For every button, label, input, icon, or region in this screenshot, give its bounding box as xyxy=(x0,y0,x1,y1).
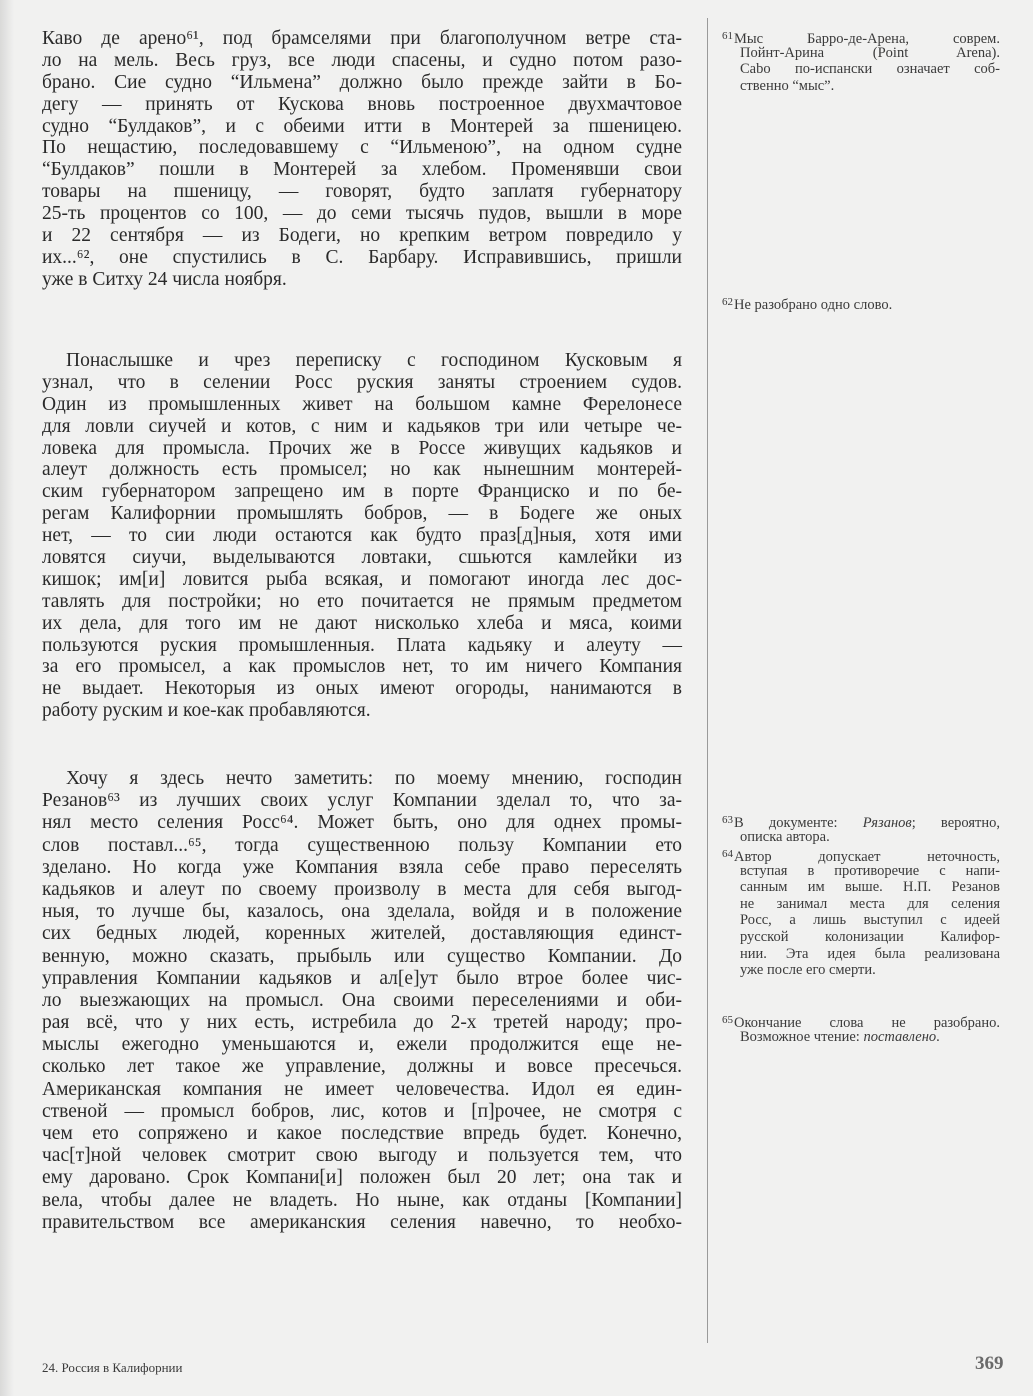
footnote-line: описка автора. xyxy=(740,828,830,845)
text-line: рая всё, что у них есть, истребила до 2-х третей народу; про- xyxy=(42,1012,682,1034)
footnote-number: 63 xyxy=(722,814,733,826)
footnote-number: 65 xyxy=(722,1014,733,1026)
text-line: регам Калифорнии промышлять бобров, — в Бодеге же оных xyxy=(42,503,682,525)
footnote-line: ственно “мыс”. xyxy=(740,77,835,94)
paragraph-3 xyxy=(42,768,682,1234)
footnote-line: не занимал места для селения xyxy=(740,895,1000,912)
text-line: их...⁶², оне спустились в С. Барбару. Исправившись, пришли xyxy=(42,246,682,268)
text-line: Резанов⁶³ из лучших своих услуг Компании зделал то, что за- xyxy=(42,790,682,812)
text-line: алеут должность есть промысел; но как нынешним монтерей- xyxy=(42,459,682,481)
column-divider xyxy=(707,18,708,1343)
footnote-61 xyxy=(722,28,1000,94)
text-line: Каво де арено⁶¹, под брамселями при благополучном ветре ста- xyxy=(42,28,682,49)
text-line: ственой — промысл бобров, лис, котов и [п]рочее, не смотря с xyxy=(42,1100,682,1122)
page-gutter-shadow xyxy=(0,0,14,1396)
footnote-line: Пойнт-Арина (Point Arena). xyxy=(740,44,1000,61)
text-line: час[т]ной человек смотрит свою выгоду и пользуется тем, что xyxy=(42,1145,682,1167)
footnote-line: вступая в противоречие с напи- xyxy=(740,862,1000,879)
text-line: ловятся сиучи, выделываются ловтаки, сшьются камлейки из xyxy=(42,547,682,569)
text-line: Понаслышке и чрез переписку с господином Кусковым я xyxy=(66,350,682,371)
page-number: 369 xyxy=(975,1353,1004,1374)
text-line: их дела, для того им не дают нисколько хлеба и мяса, коими xyxy=(42,612,682,634)
text-line: судно “Булдаков”, и с обеими итти в Монтерей за пшеницею. xyxy=(42,115,682,137)
text-line: ему даровано. Срок Компани[и] положен был 20 лет; она так и xyxy=(42,1167,682,1189)
footnote-line xyxy=(722,812,1000,829)
footnote-text: Мыс Барро-де-Арена, соврем. xyxy=(734,31,1000,47)
footnote-line: русской колонизации Калифор- xyxy=(740,928,1000,945)
footnote-text: ; вероятно, xyxy=(911,815,1000,831)
footnote-italic-text: поставлено xyxy=(863,1028,937,1045)
footnote-line: Cabo по-испански означает соб- xyxy=(740,61,1000,78)
text-line: управления Компании кадьяков и ал[е]ут было втрое более чис- xyxy=(42,967,682,989)
text-line: ским губернатором запрещено им в порте Франциско и по бе- xyxy=(42,481,682,503)
text-line: тавлять для постройки; но ето почитается не прямым предметом xyxy=(42,590,682,612)
footnote-italic-text: Рязанов xyxy=(862,815,912,831)
footnote-line xyxy=(722,294,1000,311)
footnote-text: Автор допускает неточность, xyxy=(734,849,1000,865)
text-line: вела, чтобы далее не владеть. Но ныне, как отданы [Компании] xyxy=(42,1189,682,1211)
text-line: зделано. Но когда уже Компания взяла себе право переселять xyxy=(42,856,682,878)
text-line: Хочу я здесь нечто заметить: по моему мнению, господин xyxy=(66,768,682,789)
text-line: узнал, что в селении Росс руския заняты строением судов. xyxy=(42,371,682,393)
footnote-number: 62 xyxy=(722,296,733,308)
text-line: ло на мель. Весь груз, все люди спасены, и судно потом разо- xyxy=(42,49,682,71)
footnote-number: 64 xyxy=(722,848,733,860)
text-line: венную, можно сказать, прыбыль или существо Компании. До xyxy=(42,945,682,967)
paragraph-1 xyxy=(42,28,682,291)
footnote-line xyxy=(722,1012,1000,1029)
text-line: ныя, то лучше бы, казалось, она зделала, войдя и в положение xyxy=(42,901,682,923)
running-footer-title: 24. Россия в Калифорнии xyxy=(42,1360,183,1375)
text-line: 25-ть процентов со 100, — до семи тысячь пудов, вышли в море xyxy=(42,203,682,225)
paragraph-2 xyxy=(42,350,682,722)
footnote-line xyxy=(722,846,1000,863)
footnote-64 xyxy=(722,846,1000,979)
footnote-line: санным им выше. Н.П. Резанов xyxy=(740,879,1000,896)
text-line: “Булдаков” пошли в Монтерей за хлебом. Променявши свои xyxy=(42,159,682,181)
footnote-line: нии. Эта идея была реализована xyxy=(740,945,1000,962)
text-line: правительством все американския селения навечно, то необхо- xyxy=(42,1211,682,1233)
text-line: брано. Сие судно “Ильмена” должно было прежде зайти в Бо- xyxy=(42,71,682,93)
text-line: кишок; им[и] ловится рыба всякая, и помогают иногда лес дос- xyxy=(42,568,682,590)
text-line: ловека для промысла. Прочих же в Россе живущих кадьяков и xyxy=(42,437,682,459)
text-line: сколько лет такое же управление, должны и вовсе пресечься. xyxy=(42,1056,682,1078)
main-text-column xyxy=(42,28,682,1233)
footnote-text: Окончание слова не разобрано. xyxy=(734,1015,1000,1031)
text-line: товары на пшеницу, — говорят, будто заплатя губернатору xyxy=(42,181,682,203)
footnote-text: В документе: xyxy=(734,815,863,831)
text-line: ло выезжающих на промысл. Она своими переселениями и оби- xyxy=(42,989,682,1011)
text-line: кадьяков и алеут по своему произволу в места для себя выгод- xyxy=(42,878,682,900)
text-line: для ловли сиучей и котов, с ним и кадьяков три или четыре че- xyxy=(42,415,682,437)
footnote-65 xyxy=(722,1012,1000,1045)
footnote-text: Не разобрано одно слово. xyxy=(734,297,893,313)
text-line: чем ето сопряжено и какое последствие впредь будет. Конечно, xyxy=(42,1123,682,1144)
text-line: дегу — принять от Кускова вновь построенное двухмачтовое xyxy=(42,93,682,115)
text-line: сих бедных людей, коренных жителей, доставляющия единст- xyxy=(42,923,682,945)
text-line: уже в Ситху 24 числа ноября. xyxy=(42,268,287,290)
text-line: за его промысел, а как промыслов нет, то им ничего Компания xyxy=(42,656,682,678)
text-line: нет, — то сии люди остаются как будто праз[д]ныя, хотя ими xyxy=(42,525,682,547)
footnote-text: Возможное чтение: xyxy=(740,1028,864,1045)
text-line: слов поставл...⁶⁵, тогда существенною пользу Компании ето xyxy=(42,834,682,856)
text-line: мыслы ежегодно уменьшаются и, ежели продолжится еще не- xyxy=(42,1034,682,1056)
footnote-line: уже после его смерти. xyxy=(740,962,876,979)
text-line: нял место селения Росс⁶⁴. Может быть, оно для однех промы- xyxy=(42,812,682,834)
text-line: По нещастию, последовавшему с “Ильменою”, на одном судне xyxy=(42,137,682,159)
footnote-line xyxy=(722,1029,1000,1046)
footnote-63 xyxy=(722,812,1000,845)
text-line: не выдает. Некоторыя из оных имеют огороды, нанимаются в xyxy=(42,678,682,700)
text-line: работу руским и кое-как пробавляются. xyxy=(42,700,371,722)
text-line: пользуются руския промышленныя. Плата кадьяку и алеуту — xyxy=(42,634,682,656)
text-line: Американская компания не имеет человечества. Идол ея един- xyxy=(42,1078,682,1100)
footnote-62 xyxy=(722,294,1000,311)
footnote-number: 61 xyxy=(722,30,733,42)
text-line: Один из промышленных живет на большом камне Ферелонесе xyxy=(42,393,682,415)
text-line: и 22 сентября — из Бодеги, но крепким ветром повредило у xyxy=(42,225,682,247)
footnote-text: . xyxy=(936,1028,940,1045)
footnote-line xyxy=(722,28,1000,45)
footnote-line: Росс, а лишь выступил с идеей xyxy=(740,912,1000,929)
